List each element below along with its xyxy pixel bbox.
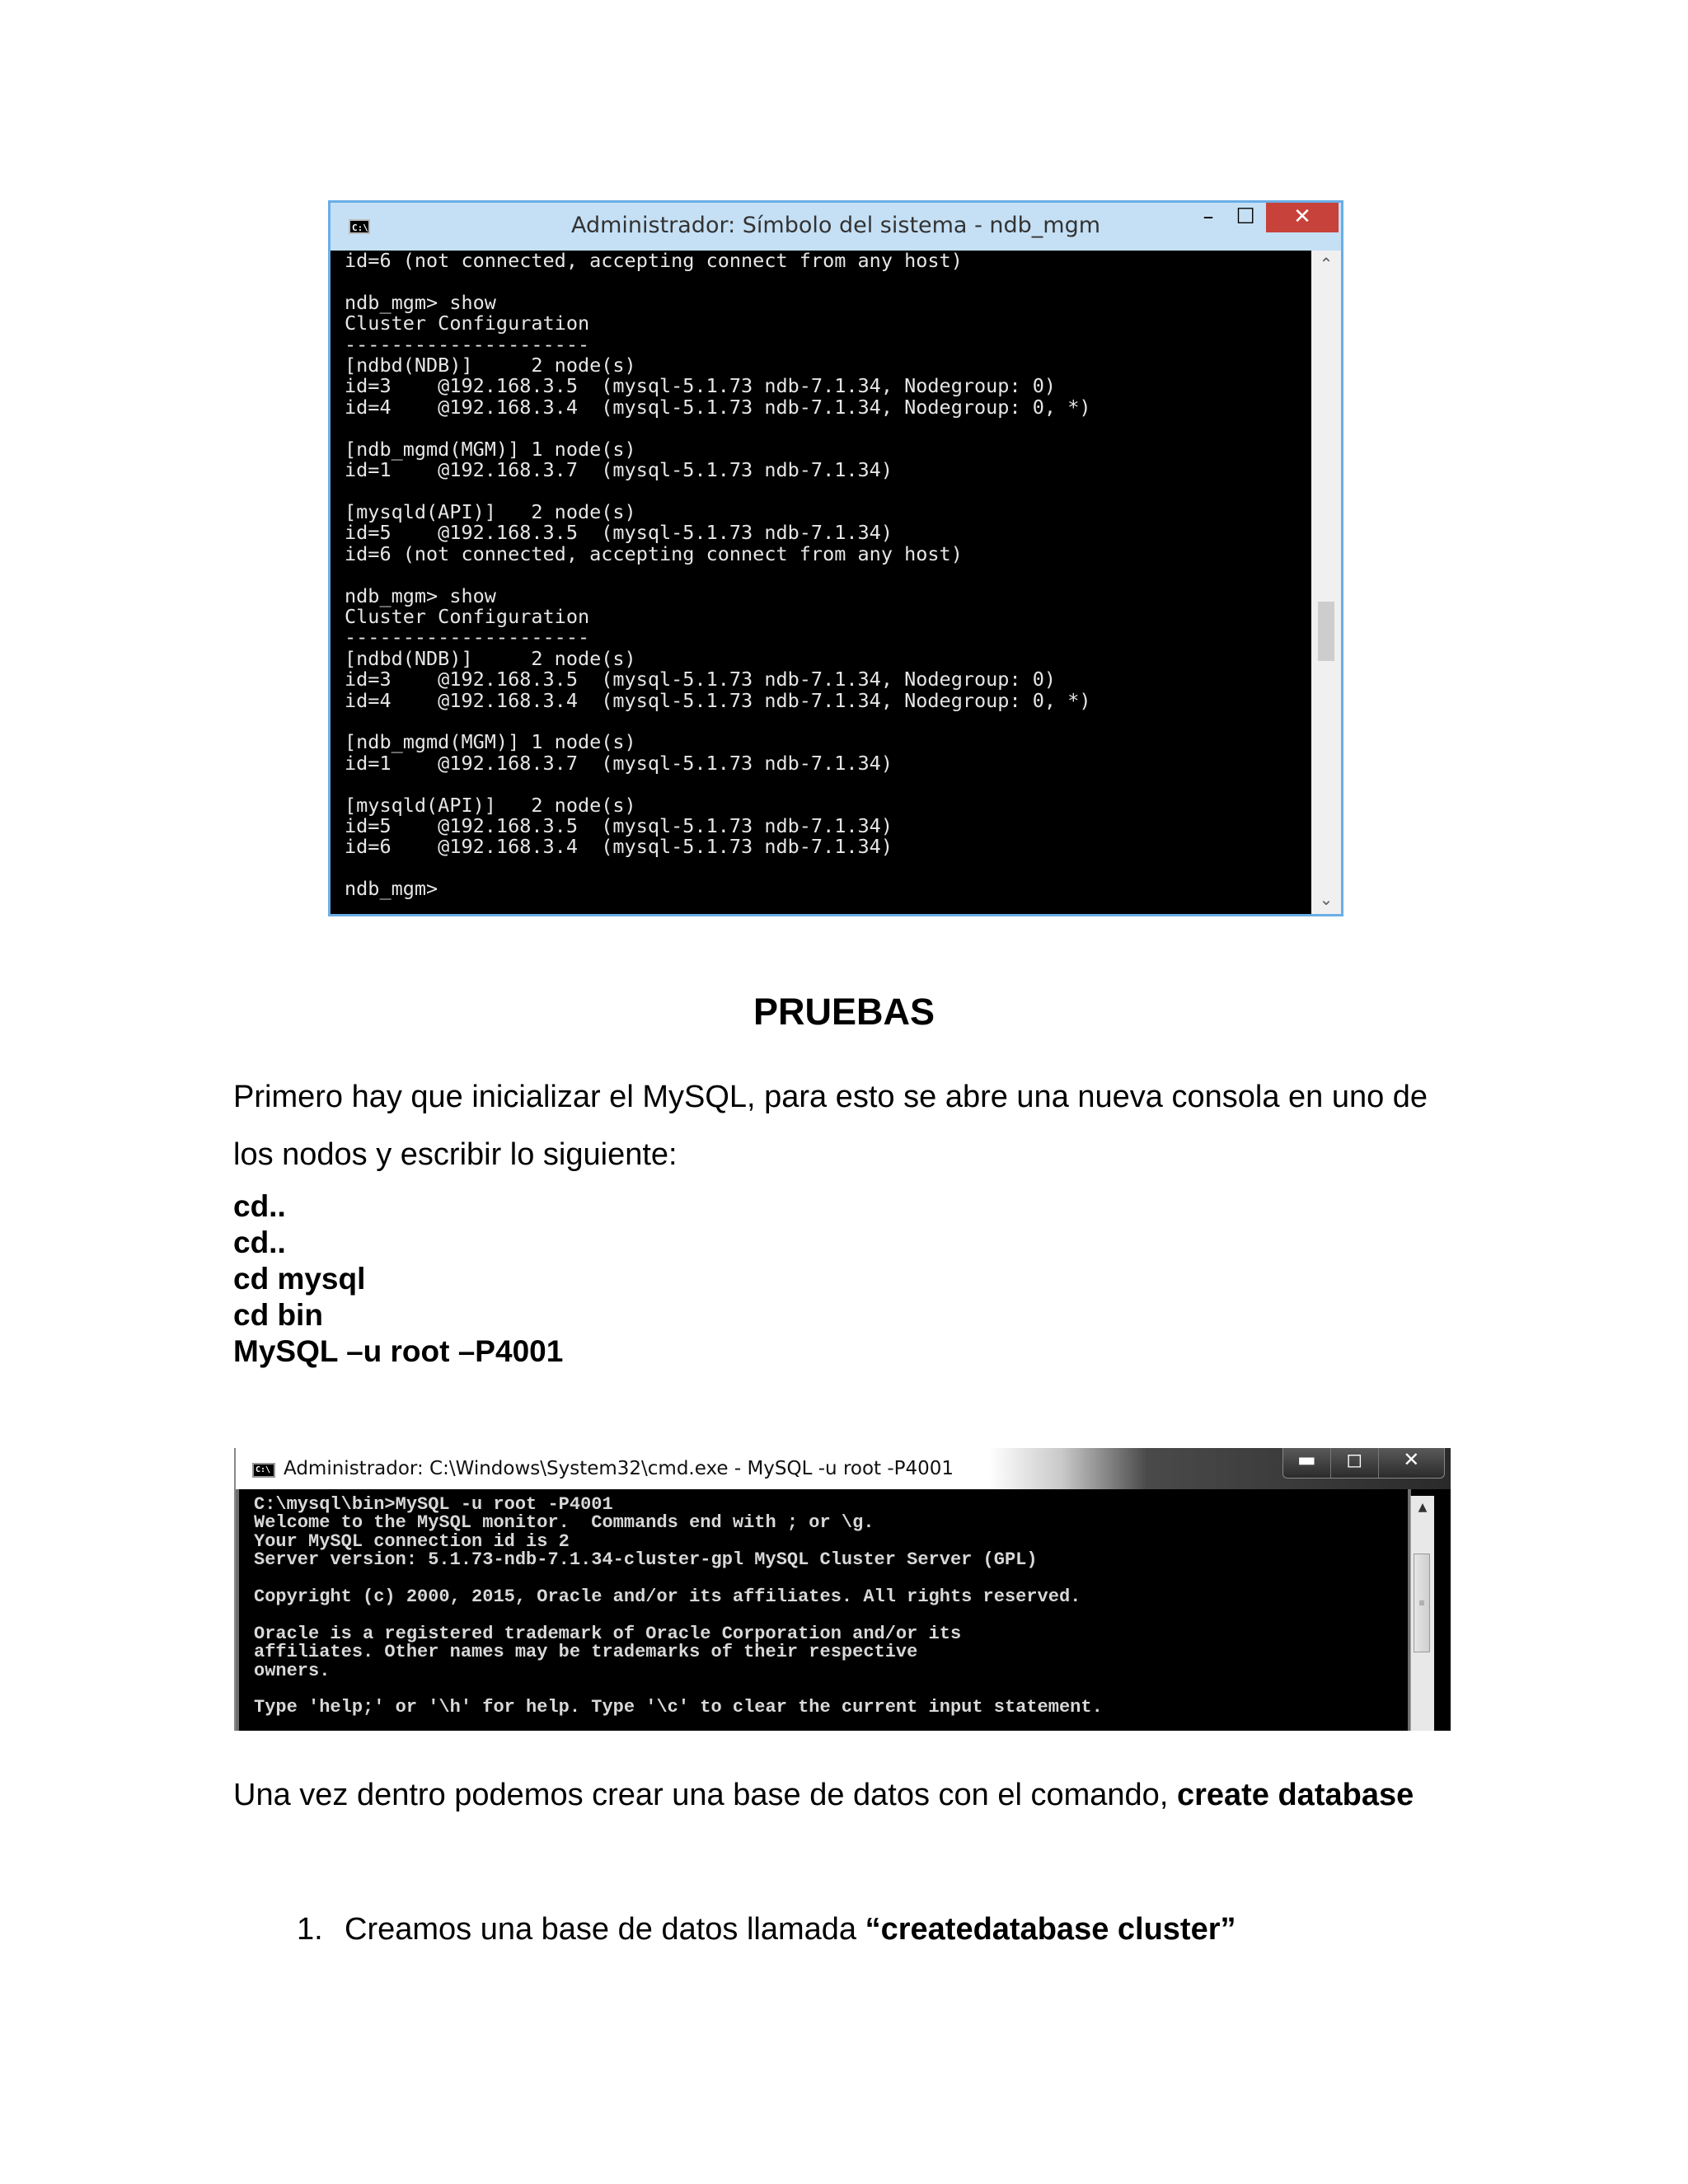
section-heading: PRUEBAS — [753, 991, 935, 1033]
paragraph-bold-command: create database — [1176, 1778, 1414, 1812]
window-border — [1434, 1489, 1451, 1731]
minimize-button[interactable]: ▬ — [1283, 1448, 1331, 1478]
console-output[interactable] — [236, 1489, 1411, 1731]
scroll-up-icon[interactable]: ▲ — [1418, 1501, 1428, 1514]
command-list — [233, 1188, 563, 1370]
command-line: cd.. — [233, 1189, 286, 1223]
command-line: cd bin — [233, 1298, 323, 1332]
paragraph-text: Una vez dentro podemos crear una base de datos con el comando, — [233, 1778, 1177, 1812]
window-title: Administrador: Símbolo del sistema - ndb_mgm — [570, 213, 1101, 238]
maximize-button[interactable]: ◻ — [1331, 1448, 1379, 1478]
scroll-down-icon[interactable]: ⌄ — [1319, 889, 1334, 909]
minimize-button[interactable]: – — [1203, 204, 1214, 229]
window-titlebar[interactable] — [331, 203, 1341, 251]
list-item — [297, 1909, 1236, 1950]
close-button[interactable]: ✕ — [1266, 203, 1339, 232]
ndb-mgm-console-window[interactable] — [328, 200, 1343, 916]
window-titlebar[interactable] — [236, 1448, 1451, 1489]
window-title: Administrador: C:\Windows\System32\cmd.exe - MySQL -u root -P4001 — [284, 1458, 954, 1479]
command-line: MySQL –u root –P4001 — [233, 1334, 564, 1368]
console-text: id=6 (not connected, accepting connect from any host) ndb_mgm> show Cluster Configuration --------------------- [ndbd(NDB)] 2 node(s) id=3 @192.168.3.5 (mysql-5.1.73 ndb-7.1.34, Nodegroup: 0) id=4 @192.168.3.4 (mysql-5.1.73 ndb-7.1.34, Nodegroup: 0, *) [ndb_mgmd(MGM)] 1 node(s) id=1 @192.168.3.7 (mysql-5.1.73 ndb-7.1.34) [mysqld(API)] 2 node(s) id=5 @192.168.3.5 (mysql-5.1.73 ndb-7.1.34) id=6 (not connected, accepting connect from any host) ndb_mgm> show Cluster Configuration --------------------- [ndbd(NDB)] 2 node(s) id=3 @192.168.3.5 (mysql-5.1.73 ndb-7.1.34, Nodegroup: 0) id=4 @192.168.3.4 (mysql-5.1.73 ndb-7.1.34, Nodegroup: 0, *) [ndb_mgmd(MGM)] 1 node(s) id=1 @192.168.3.7 (mysql-5.1.73 ndb-7.1.34) [mysqld(API)] 2 node(s) id=5 @192.168.3.5 (mysql-5.1.73 ndb-7.1.34) id=6 @192.168.3.4 (mysql-5.1.73 ndb-7.1.34) ndb_mgm> — [345, 251, 1091, 901]
list-number: 1. — [297, 1912, 323, 1947]
intro-paragraph: Primero hay que inicializar el MySQL, para esto se abre una nueva consola en uno de los nodos y escribir lo siguiente: — [233, 1080, 1428, 1172]
window-controls — [1282, 1448, 1445, 1479]
mysql-console-window[interactable] — [234, 1448, 1451, 1731]
console-text: C:\mysql\bin>MySQL -u root -P4001 Welcome to the MySQL monitor. Commands end with ; or \g. Your MySQL connection id is 2 Server version: 5.1.73-ndb-7.1.34-cluster-gpl MySQL Cluster Server (GPL) Copyright (c) 2000, 2015, Oracle and/or its affiliates. All rights reserved. Oracle is a registered trademark of Oracle Corporation and/or its affiliates. Other names may be trademarks of their respective owners. Type 'help;' or '\h' for help. Type '\c' to clear the current input statement. — [254, 1494, 1103, 1718]
vertical-scrollbar[interactable] — [1410, 1496, 1434, 1731]
scroll-up-icon[interactable]: ⌃ — [1319, 254, 1334, 274]
close-button[interactable]: ✕ — [1403, 1448, 1420, 1471]
scroll-thumb[interactable]: ≡ — [1414, 1554, 1430, 1652]
list-bold-text: “createdatabase cluster” — [865, 1912, 1236, 1947]
maximize-button[interactable]: ☐ — [1236, 204, 1255, 229]
list-text: Creamos una base de datos llamada — [345, 1912, 865, 1947]
command-line: cd.. — [233, 1226, 286, 1259]
command-line: cd mysql — [233, 1262, 366, 1296]
console-output[interactable] — [331, 251, 1311, 914]
paragraph-create-database — [233, 1766, 1447, 1824]
vertical-scrollbar[interactable] — [1311, 251, 1341, 914]
cmd-icon: C:\ — [349, 219, 370, 234]
scroll-thumb[interactable] — [1318, 602, 1334, 661]
cmd-icon: C:\ — [252, 1463, 275, 1478]
